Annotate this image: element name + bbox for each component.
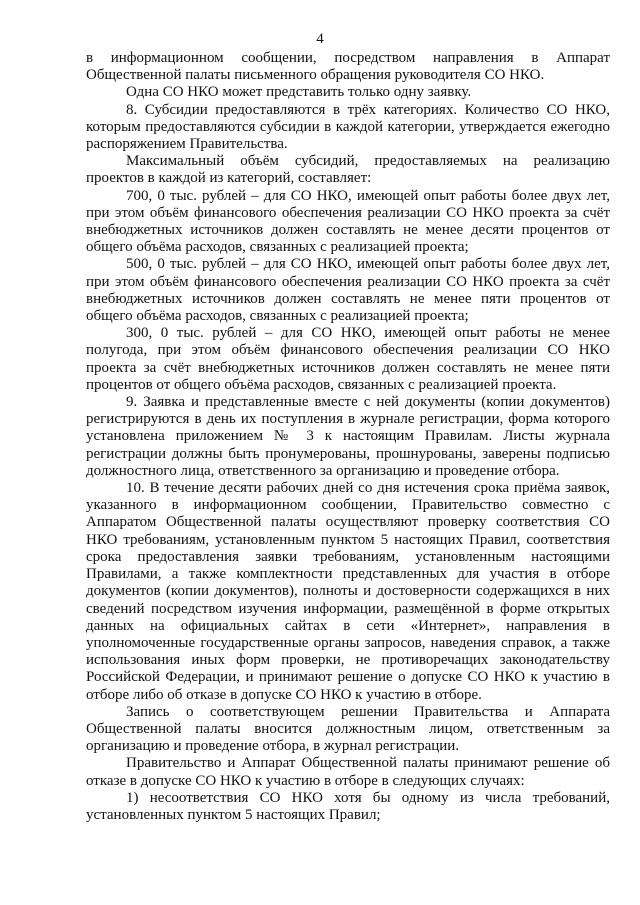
paragraph-item-9: 9. Заявка и представленные вместе с ней документы (копии документов) регистрируются в день их поступления в журнале регистрации, форма которого установлена приложением № 3 к настоящим Правилам. Листы журнала регистрации должны быть пронумерованы, прошнурованы, заверены подписью должностного лица, ответственного за организацию и проведение отбора.	[86, 394, 610, 479]
paragraph-category-700: 700, 0 тыс. рублей – для СО НКО, имеющей опыт работы более двух лет, при этом объём финансового обеспечения реализации СО НКО проекта за счёт внебюджетных источников должен составлять не менее десяти процентов от общего объёма расходов, связанных с реализацией проекта;	[86, 187, 610, 256]
paragraph-continuation: в информационном сообщении, посредством направления в Аппарат Общественной палаты письменного обращения руководителя СО НКО.	[86, 50, 610, 84]
paragraph-refusal-cases: Правительство и Аппарат Общественной палаты принимают решение об отказе в допуске СО НКО к участию в отборе в следующих случаях:	[86, 755, 610, 789]
document-body	[86, 50, 610, 824]
paragraph-category-300: 300, 0 тыс. рублей – для СО НКО, имеющей опыт работы не менее полугода, при этом объём финансового обеспечения реализации СО НКО проекта за счёт внебюджетных источников должен составлять не менее пяти процентов от общего объёма расходов, связанных с реализацией проекта.	[86, 325, 610, 393]
paragraph-case-1: 1) несоответствия СО НКО хотя бы одному из числа требований, установленных пунктом 5 настоящих Правил;	[86, 789, 610, 823]
paragraph-item-8: 8. Субсидии предоставляются в трёх категориях. Количество СО НКО, которым предоставляются субсидии в каждой категории, утверждается ежегодно распоряжением Правительства.	[86, 101, 610, 153]
page-number: 4	[316, 31, 324, 47]
paragraph-category-500: 500, 0 тыс. рублей – для СО НКО, имеющей опыт работы более двух лет, при этом объём финансового обеспечения реализации СО НКО проекта за счёт внебюджетных источников должен составлять не менее пяти процентов от общего объёма расходов, связанных с реализацией проекта;	[86, 256, 610, 325]
paragraph-max-subsidy: Максимальный объём субсидий, предоставляемых на реализацию проектов в каждой из категорий, составляет:	[86, 153, 610, 187]
paragraph-item-10: 10. В течение десяти рабочих дней со дня истечения срока приёма заявок, указанного в информационном сообщении, Правительство совместно с Аппаратом Общественной палаты осуществляют проверку соответствия СО НКО требованиям, установленным пунктом 5 настоящих Правил, соответствия срока предоставления заявки требованиям, установленным настоящими Правилами, а также комплектности представленных для участия в отборе документов (копии документов), полноты и достоверности содержащихся в них сведений посредством изучения информации, размещённой в форме открытых данных на официальных сайтах в сети «Интернет», направления в уполномоченные государственные органы запросов, наведения справок, а также использования иных форм проверки, не противоречащих законодательству Российской Федерации, и принимают решение о допуске СО НКО к участию в отборе либо об отказе в допуске СО НКО к участию в отборе.	[86, 480, 610, 703]
paragraph-record-entry: Запись о соответствующем решении Правительства и Аппарата Общественной палаты вносится должностным лицом, ответственным за организацию и проведение отбора, в журнал регистрации.	[86, 703, 610, 755]
paragraph-one-application: Одна СО НКО может представить только одну заявку.	[126, 84, 472, 101]
